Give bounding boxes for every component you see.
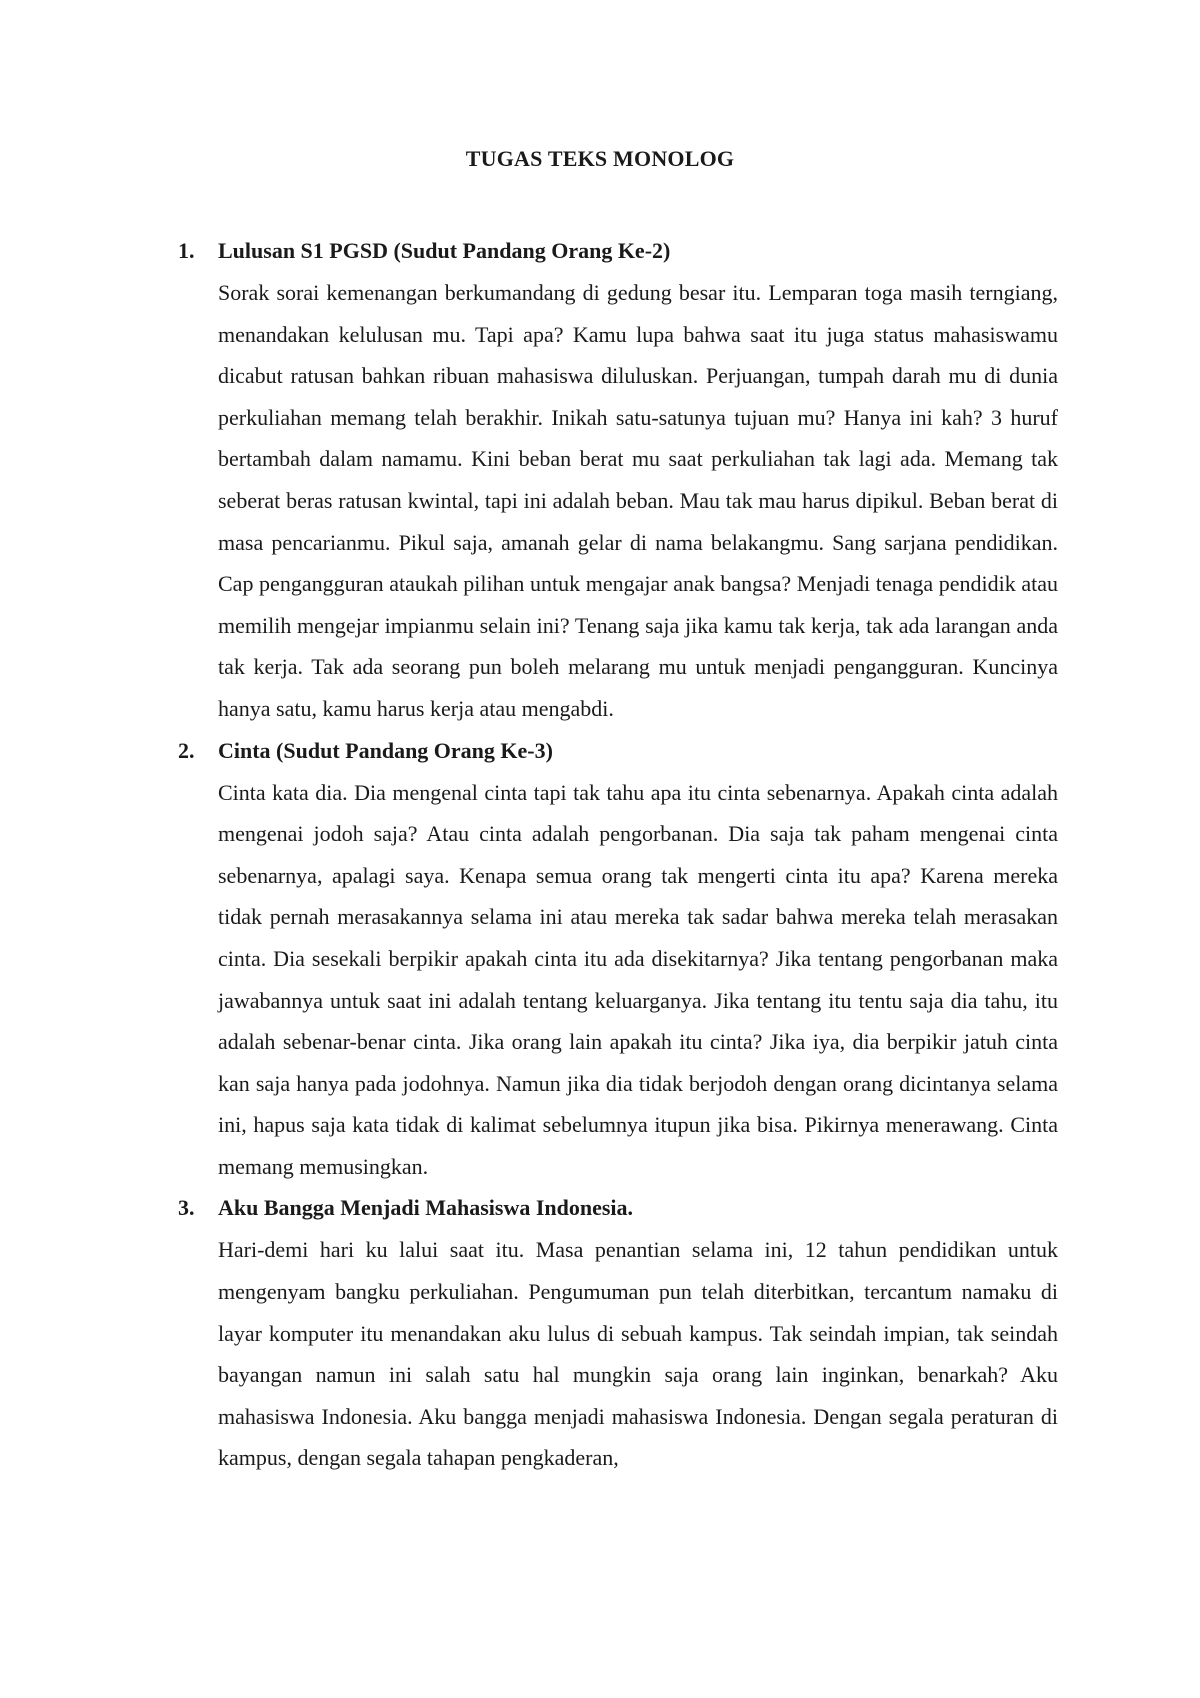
section-heading: Lulusan S1 PGSD (Sudut Pandang Orang Ke-2) xyxy=(218,238,671,263)
section-heading: Cinta (Sudut Pandang Orang Ke-3) xyxy=(218,737,553,763)
section-body: Hari-demi hari ku lalui saat itu. Masa penantian selama ini, 12 tahun pendidikan untuk mengenyam bangku perkuliahan. Pengumuman pun telah diterbitkan, tercantum namaku di layar komputer itu menandakan aku lulus di sebuah kampus. Tak seindah impian, tak seindah bayangan namun ini salah satu hal mungkin saja orang lain inginkan, benarkah? Aku mahasiswa Indonesia. Aku bangga menjadi mahasiswa Indonesia. Dengan segala peraturan di kampus, dengan segala tahapan pengkaderan, xyxy=(218,1237,1058,1471)
section-bangga xyxy=(178,1187,1058,1479)
section-number: 1. xyxy=(178,238,195,263)
section-heading: Aku Bangga Menjadi Mahasiswa Indonesia. xyxy=(218,1195,634,1221)
section-lulusan xyxy=(178,230,1058,730)
document-content xyxy=(178,230,1058,1479)
section-cinta xyxy=(178,730,1058,1188)
section-number: 2. xyxy=(178,737,195,763)
section-number: 3. xyxy=(178,1195,195,1221)
section-body: Cinta kata dia. Dia mengenal cinta tapi tak tahu apa itu cinta sebenarnya. Apakah cinta adalah mengenai jodoh saja? Atau cinta adalah pengorbanan. Dia saja tak paham mengenai cinta sebenarnya, apalagi saya. Kenapa semua orang tak mengerti cinta itu apa? Karena mereka tidak pernah merasakannya selama ini atau mereka tak sadar bahwa mereka telah merasakan cinta. Dia sesekali berpikir apakah cinta itu ada disekitarnya? Jika tentang pengorbanan maka jawabannya untuk saat ini adalah tentang keluarganya. Jika tentang itu tentu saja dia tahu, itu adalah sebenar-benar cinta. Jika orang lain apakah itu cinta? Jika iya, dia berpikir jatuh cinta kan saja hanya pada jodohnya. Namun jika dia tidak berjodoh dengan orang dicintanya selama ini, hapus saja kata tidak di kalimat sebelumnya itupun jika bisa. Pikirnya menerawang. Cinta memang memusingkan. xyxy=(218,779,1058,1179)
section-body: Sorak sorai kemenangan berkumandang di gedung besar itu. Lemparan toga masih terngiang, menandakan kelulusan mu. Tapi apa? Kamu lupa bahwa saat itu juga status mahasiswamu dicabut ratusan bahkan ribuan mahasiswa diluluskan. Perjuangan, tumpah darah mu di dunia perkuliahan memang telah berakhir. Inikah satu-satunya tujuan mu? Hanya ini kah? 3 huruf bertambah dalam namamu. Kini beban berat mu saat perkuliahan tak lagi ada. Memang tak seberat beras ratusan kwintal, tapi ini adalah beban. Mau tak mau harus dipikul. Beban berat di masa pencarianmu. Pikul saja, amanah gelar di nama belakangmu. Sang sarjana pendidikan. Cap pengangguran ataukah pilihan untuk mengajar anak bangsa? Menjadi tenaga pendidik atau memilih mengejar impianmu selain ini? Tenang saja jika kamu tak kerja, tak ada larangan anda tak kerja. Tak ada seorang pun boleh melarang mu untuk menjadi pengangguran. Kuncinya hanya satu, kamu harus kerja atau mengabdi. xyxy=(218,280,1058,721)
document-title: TUGAS TEKS MONOLOG xyxy=(465,146,735,171)
